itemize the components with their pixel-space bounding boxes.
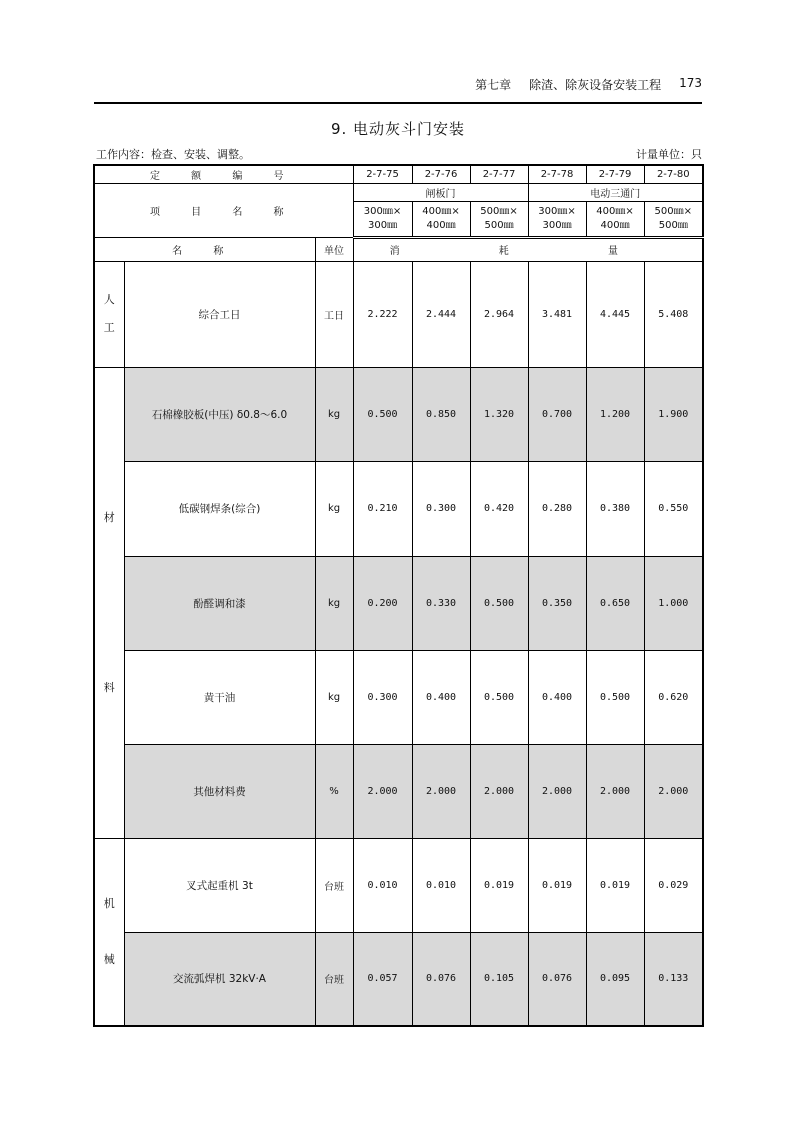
- spec-cell: 300㎜× 300㎜: [353, 201, 412, 237]
- row-name: 酚醛调和漆: [124, 556, 315, 650]
- table-row: [94, 932, 703, 1026]
- table-row: [94, 461, 703, 556]
- item-name-label: 项 目 名 称: [94, 183, 353, 237]
- value-cell: 2.444: [412, 261, 470, 367]
- value-cell: 3.481: [528, 261, 586, 367]
- quota-table: [93, 164, 704, 1027]
- value-cell: 1.000: [644, 556, 703, 650]
- unit-note: 计量单位：只: [636, 148, 702, 161]
- value-cell: 0.500: [353, 367, 412, 461]
- row-name: 综合工日: [124, 261, 315, 367]
- row-name: 石棉橡胶板(中压) δ0.8～6.0: [124, 367, 315, 461]
- spec-cell: 500㎜× 500㎜: [644, 201, 703, 237]
- page-header: [94, 66, 702, 104]
- spec-cell: 300㎜× 300㎜: [528, 201, 586, 237]
- value-cell: 0.010: [412, 838, 470, 932]
- table-row: [94, 261, 703, 367]
- value-cell: 0.700: [528, 367, 586, 461]
- page-number: 173: [679, 76, 702, 90]
- value-cell: 0.400: [528, 650, 586, 744]
- row-unit: 台班: [315, 838, 353, 932]
- row-name: 叉式起重机 3t: [124, 838, 315, 932]
- group-three-way: 电动三通门: [528, 183, 703, 201]
- code-cell: 2-7-78: [528, 165, 586, 183]
- col-name-header: 名 称: [94, 237, 315, 261]
- value-cell: 2.000: [586, 744, 644, 838]
- value-cell: 0.330: [412, 556, 470, 650]
- section-title: 9. 电动灰斗门安装: [330, 120, 466, 138]
- code-cell: 2-7-75: [353, 165, 412, 183]
- value-cell: 1.900: [644, 367, 703, 461]
- row-name: 低碳钢焊条(综合): [124, 461, 315, 556]
- table-row: [94, 650, 703, 744]
- value-cell: 5.408: [644, 261, 703, 367]
- header-text: [475, 76, 702, 93]
- table-row: [94, 367, 703, 461]
- table-row: [94, 744, 703, 838]
- row-unit: %: [315, 744, 353, 838]
- value-cell: 0.019: [528, 838, 586, 932]
- spec-cell: 400㎜× 400㎜: [412, 201, 470, 237]
- quota-code-label: 定 额 编 号: [94, 165, 353, 183]
- value-cell: 0.105: [470, 932, 528, 1026]
- group-gate: 闸板门: [353, 183, 528, 201]
- value-cell: 0.280: [528, 461, 586, 556]
- chapter-label: 第七章: [475, 78, 512, 92]
- value-cell: 0.200: [353, 556, 412, 650]
- row-unit: kg: [315, 461, 353, 556]
- value-cell: 0.500: [470, 556, 528, 650]
- value-cell: 0.210: [353, 461, 412, 556]
- category-machinery: 机 械: [94, 838, 124, 1026]
- value-cell: 0.380: [586, 461, 644, 556]
- row-unit: kg: [315, 367, 353, 461]
- value-cell: 0.010: [353, 838, 412, 932]
- value-cell: 2.000: [470, 744, 528, 838]
- value-cell: 0.650: [586, 556, 644, 650]
- row-unit: kg: [315, 556, 353, 650]
- row-name: 黄干油: [124, 650, 315, 744]
- row-unit: 台班: [315, 932, 353, 1026]
- value-cell: 2.000: [353, 744, 412, 838]
- value-cell: 0.550: [644, 461, 703, 556]
- value-cell: 2.000: [528, 744, 586, 838]
- value-cell: 0.300: [412, 461, 470, 556]
- code-cell: 2-7-80: [644, 165, 703, 183]
- value-cell: 0.019: [586, 838, 644, 932]
- value-cell: 0.019: [470, 838, 528, 932]
- value-cell: 2.964: [470, 261, 528, 367]
- value-cell: 0.500: [470, 650, 528, 744]
- code-cell: 2-7-79: [586, 165, 644, 183]
- value-cell: 4.445: [586, 261, 644, 367]
- row-unit: kg: [315, 650, 353, 744]
- value-cell: 0.420: [470, 461, 528, 556]
- col-unit-header: 单位: [315, 237, 353, 261]
- row-unit: 工日: [315, 261, 353, 367]
- value-cell: 2.000: [644, 744, 703, 838]
- value-cell: 0.057: [353, 932, 412, 1026]
- spec-cell: 400㎜× 400㎜: [586, 201, 644, 237]
- value-cell: 0.850: [412, 367, 470, 461]
- value-cell: 0.029: [644, 838, 703, 932]
- value-cell: 0.095: [586, 932, 644, 1026]
- category-material: 材 料: [94, 367, 124, 838]
- work-content: 工作内容：检查、安装、调整。: [96, 148, 250, 161]
- category-labor: 人 工: [94, 261, 124, 367]
- column-header-row: [94, 237, 703, 261]
- col-consumption-header: 消 耗 量: [353, 237, 703, 261]
- table-row: [94, 838, 703, 932]
- value-cell: 2.000: [412, 744, 470, 838]
- spec-cell: 500㎜× 500㎜: [470, 201, 528, 237]
- value-cell: 1.320: [470, 367, 528, 461]
- value-cell: 0.300: [353, 650, 412, 744]
- row-name: 其他材料费: [124, 744, 315, 838]
- value-cell: 0.400: [412, 650, 470, 744]
- value-cell: 0.076: [528, 932, 586, 1026]
- codes-row: [94, 165, 703, 183]
- value-cell: 2.222: [353, 261, 412, 367]
- table-row: [94, 556, 703, 650]
- code-cell: 2-7-76: [412, 165, 470, 183]
- value-cell: 0.350: [528, 556, 586, 650]
- row-name: 交流弧焊机 32kV·A: [124, 932, 315, 1026]
- value-cell: 0.500: [586, 650, 644, 744]
- value-cell: 0.133: [644, 932, 703, 1026]
- value-cell: 1.200: [586, 367, 644, 461]
- value-cell: 0.620: [644, 650, 703, 744]
- chapter-title: 除渣、除灰设备安装工程: [529, 78, 662, 92]
- groups-row: [94, 183, 703, 201]
- code-cell: 2-7-77: [470, 165, 528, 183]
- value-cell: 0.076: [412, 932, 470, 1026]
